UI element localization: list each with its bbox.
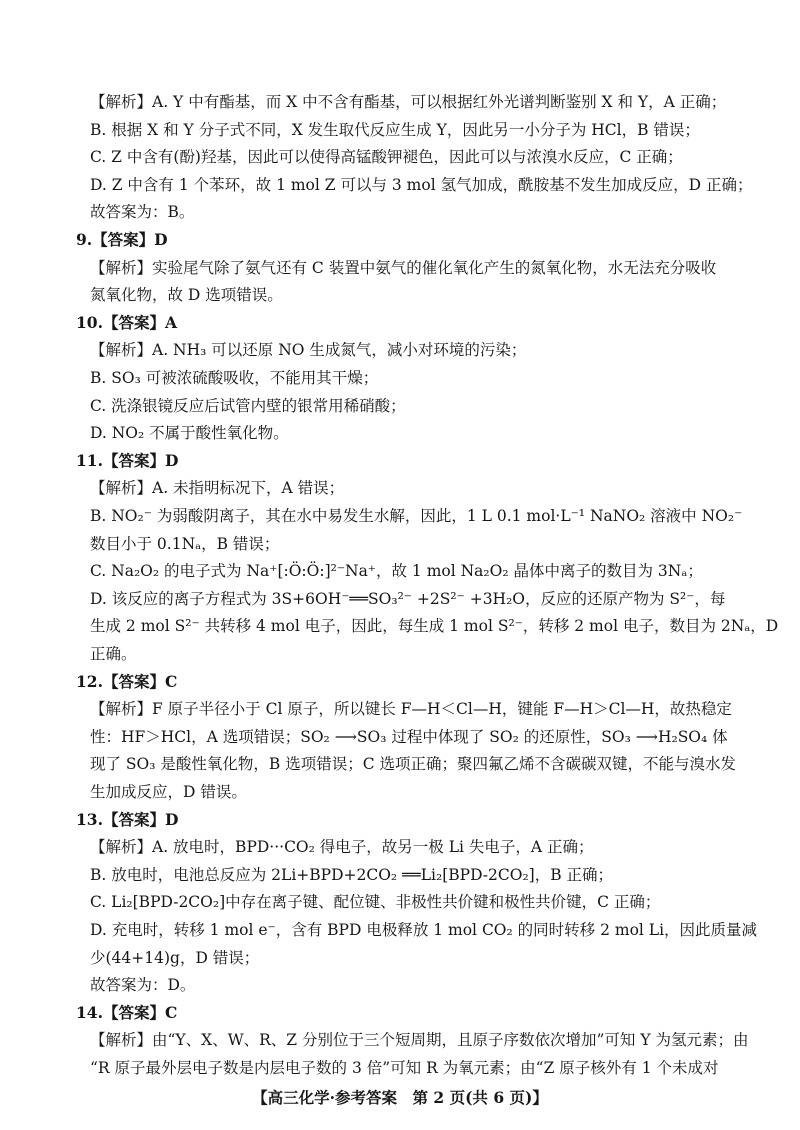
q11-analysis-line-4: C. Na₂O₂ 的电子式为 Na⁺[:Ö:Ö:]²⁻Na⁺，故 1 mol Na₂O₂ 晶体中离子的数目为 3Nₐ； <box>90 562 703 580</box>
q9-analysis-line-2: 氮氧化物，故 D 选项错误。 <box>90 286 283 304</box>
q13-answer-header: 13.【答案】D <box>76 810 179 829</box>
q12-analysis-line-2: 性：HF＞HCl，A 选项错误；SO₂ ⟶SO₃ 过程中体现了 SO₂ 的还原性，SO₃ ⟶H₂SO₄ 体 <box>90 728 728 746</box>
q9-answer-header: 9.【答案】D <box>76 230 168 249</box>
q14-analysis-line-1: 【解析】由“Y、X、W、R、Z 分别位于三个短周期，且原子序数依次增加”可知 Y 为氢元素；由 <box>90 1031 749 1049</box>
q8-analysis-line-4: D. Z 中含有 1 个苯环，故 1 mol Z 可以与 3 mol 氢气加成，酰胺基不发生加成反应，D 正确； <box>90 176 753 194</box>
q14-answer-header: 14.【答案】C <box>76 1003 178 1022</box>
q13-analysis-line-3: C. Li₂[BPD-2CO₂]中存在离子键、配位键、非极性共价键和极性共价键，C 正确； <box>90 893 661 911</box>
q13-analysis-line-4: D. 充电时，转移 1 mol e⁻，含有 BPD 电极释放 1 mol CO₂ 的同时转移 2 mol Li，因此质量减 <box>90 921 758 939</box>
q14-analysis-line-2: “R 原子最外层电子数是内层电子数的 3 倍”可知 R 为氧元素；由“Z 原子核外有 1 个未成对 <box>90 1059 719 1077</box>
q10-answer-header: 10.【答案】A <box>76 313 177 332</box>
q8-analysis-line-5: 故答案为：B。 <box>90 203 195 221</box>
page-footer: 【高三化学·参考答案 第 2 页(共 6 页)】 <box>252 1088 548 1107</box>
q13-analysis-line-5: 少(44+14)g，D 错误； <box>90 949 260 967</box>
q13-analysis-line-6: 故答案为：D。 <box>90 976 196 994</box>
q11-analysis-line-5: D. 该反应的离子方程式为 3S+6OH⁻══SO₃²⁻ +2S²⁻ +3H₂O，反应的还原产物为 S²⁻，每 <box>90 590 726 608</box>
q11-analysis-line-7: 正确。 <box>90 645 137 663</box>
q13-analysis-line-1: 【解析】A. 放电时，BPD···CO₂ 得电子，故另一极 Li 失电子，A 正确； <box>90 838 594 856</box>
q11-analysis-line-1: 【解析】A. 未指明标况下，A 错误； <box>90 479 345 497</box>
q8-analysis-line-2: B. 根据 X 和 Y 分子式不同，X 发生取代反应生成 Y，因此另一小分子为 HCl，B 错误； <box>90 121 700 139</box>
q11-analysis-line-2: B. NO₂⁻ 为弱酸阴离子，其在水中易发生水解，因此，1 L 0.1 mol·L⁻¹ NaNO₂ 溶液中 NO₂⁻ <box>90 507 743 525</box>
q12-analysis-line-3: 现了 SO₃ 是酸性氧化物，B 选项错误；C 选项正确；聚四氟乙烯不含碳碳双键，不能与溴水发 <box>90 755 737 773</box>
q8-analysis-line-3: C. Z 中含有(酚)羟基，因此可以使得高锰酸钾褪色，因此可以与浓溴水反应，C 正确； <box>90 148 683 166</box>
q10-analysis-line-4: D. NO₂ 不属于酸性氧化物。 <box>90 424 289 442</box>
q12-analysis-line-1: 【解析】F 原子半径小于 Cl 原子，所以键长 F—H＜Cl—H，键能 F—H＞Cl—H，故热稳定 <box>90 700 732 718</box>
q11-answer-header: 11.【答案】D <box>76 451 179 470</box>
q12-analysis-line-4: 生加成反应，D 错误。 <box>90 783 247 801</box>
q12-answer-header: 12.【答案】C <box>76 672 178 691</box>
q10-analysis-line-3: C. 洗涤银镜反应后试管内壁的银常用稀硝酸； <box>90 397 406 415</box>
q9-analysis-line-1: 【解析】实验尾气除了氨气还有 C 装置中氨气的催化氧化产生的氮氧化物，水无法充分吸收 <box>90 259 717 277</box>
q8-analysis-line-1: 【解析】A. Y 中有酯基，而 X 中不含有酯基，可以根据红外光谱判断鉴别 X 和 Y，A 正确； <box>90 93 727 111</box>
q11-analysis-line-6: 生成 2 mol S²⁻ 共转移 4 mol 电子，因此，每生成 1 mol S²⁻，转移 2 mol 电子，数目为 2Nₐ，D <box>90 617 779 635</box>
q13-analysis-line-2: B. 放电时，电池总反应为 2Li+BPD+2CO₂ ══Li₂[BPD-2CO₂]，B 正确； <box>90 866 614 884</box>
q11-analysis-line-3: 数目小于 0.1Nₐ，B 错误； <box>90 535 280 553</box>
q10-analysis-line-1: 【解析】A. NH₃ 可以还原 NO 生成氮气，减小对环境的污染； <box>90 341 527 359</box>
q10-analysis-line-2: B. SO₃ 可被浓硫酸吸收，不能用其干燥； <box>90 369 379 387</box>
